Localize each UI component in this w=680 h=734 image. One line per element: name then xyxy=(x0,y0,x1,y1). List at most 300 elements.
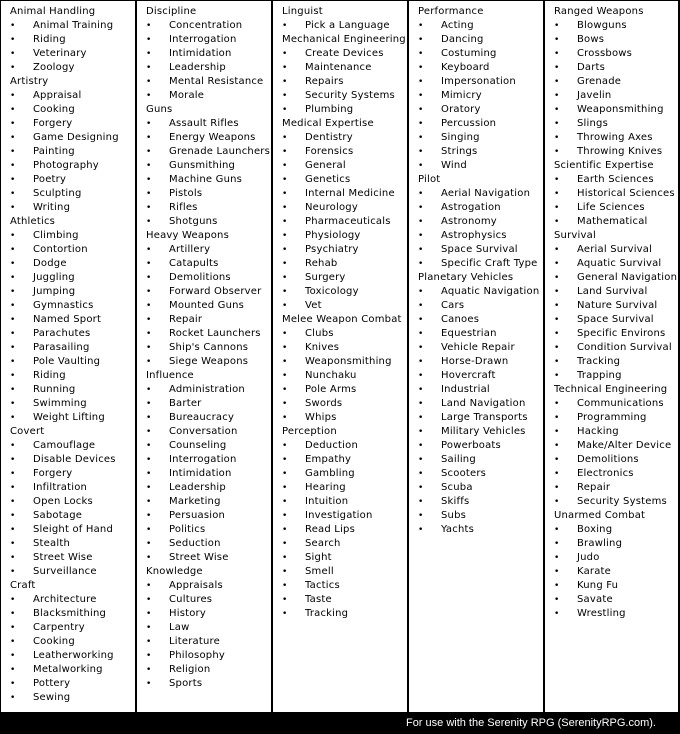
skill-name: Intuition xyxy=(305,496,349,507)
bullet-icon: • xyxy=(418,189,424,199)
bullet-icon: • xyxy=(10,21,16,31)
bullet-icon: • xyxy=(10,343,16,353)
skill-category-heading: Performance xyxy=(418,6,484,17)
bullet-icon: • xyxy=(10,203,16,213)
skill-category-heading: Medical Expertise xyxy=(282,118,374,129)
skill-name: Scuba xyxy=(441,482,473,493)
skill-list-item xyxy=(282,159,407,173)
skill-name: Astrophysics xyxy=(441,230,507,241)
bullet-icon: • xyxy=(10,287,16,297)
bullet-icon: • xyxy=(554,469,560,479)
skill-category-heading: Craft xyxy=(10,580,36,591)
skill-list-item xyxy=(282,173,407,187)
skill-list-item xyxy=(554,355,678,369)
skill-name: Gambling xyxy=(305,468,355,479)
skill-name: Sports xyxy=(169,678,203,689)
bullet-icon: • xyxy=(554,329,560,339)
skill-name: Cars xyxy=(441,300,465,311)
skill-category-heading: Artistry xyxy=(10,76,49,87)
skill-list-item xyxy=(282,187,407,201)
skill-name: Poetry xyxy=(33,174,67,185)
bullet-icon: • xyxy=(146,553,152,563)
skill-name: Persuasion xyxy=(169,510,226,521)
skill-list-item xyxy=(10,411,135,425)
skill-name: Vet xyxy=(305,300,322,311)
skill-list-item xyxy=(10,173,135,187)
bullet-icon: • xyxy=(146,217,152,227)
skill-name: Costuming xyxy=(441,48,497,59)
skill-list-item xyxy=(554,467,678,481)
bullet-icon: • xyxy=(282,511,288,521)
skill-list-item xyxy=(10,229,135,243)
skill-list-item xyxy=(554,425,678,439)
skill-name: Leadership xyxy=(169,62,226,73)
bullet-icon: • xyxy=(418,301,424,311)
skill-list-item xyxy=(554,439,678,453)
skill-name: Game Designing xyxy=(33,132,119,143)
bullet-icon: • xyxy=(10,483,16,493)
bullet-icon: • xyxy=(554,287,560,297)
skill-list-item xyxy=(418,509,543,523)
bullet-icon: • xyxy=(418,63,424,73)
bullet-icon: • xyxy=(146,609,152,619)
bullet-icon: • xyxy=(282,581,288,591)
skill-list-item xyxy=(282,593,407,607)
skill-list-item xyxy=(554,453,678,467)
bullet-icon: • xyxy=(282,469,288,479)
skill-list-item xyxy=(282,565,407,579)
skill-list-item xyxy=(282,537,407,551)
skill-list-item xyxy=(282,467,407,481)
bullet-icon: • xyxy=(554,21,560,31)
skill-name: Interrogation xyxy=(169,454,237,465)
skill-list-item xyxy=(10,621,135,635)
bullet-icon: • xyxy=(146,497,152,507)
skill-name: Industrial xyxy=(441,384,490,395)
skill-name: Earth Sciences xyxy=(577,174,654,185)
footer-credit: For use with the Serenity RPG (SerenityRPG.com). xyxy=(0,712,680,734)
bullet-icon: • xyxy=(146,49,152,59)
skill-name: Intimidation xyxy=(169,48,232,59)
skill-list-item xyxy=(10,369,135,383)
bullet-icon: • xyxy=(282,77,288,87)
skill-list-item xyxy=(282,383,407,397)
skill-list-item xyxy=(146,411,271,425)
bullet-icon: • xyxy=(554,105,560,115)
skill-list-item xyxy=(554,257,678,271)
skill-list-item xyxy=(10,103,135,117)
bullet-icon: • xyxy=(418,399,424,409)
skill-name: Gunsmithing xyxy=(169,160,236,171)
skill-list-item xyxy=(418,33,543,47)
skill-name: Toxicology xyxy=(305,286,359,297)
skill-name: Internal Medicine xyxy=(305,188,395,199)
bullet-icon: • xyxy=(10,371,16,381)
skill-list-item xyxy=(554,299,678,313)
bullet-icon: • xyxy=(554,133,560,143)
skill-name: Writing xyxy=(33,202,71,213)
bullet-icon: • xyxy=(10,301,16,311)
skill-list-item xyxy=(146,89,271,103)
bullet-icon: • xyxy=(146,441,152,451)
bullet-icon: • xyxy=(10,315,16,325)
skill-name: Rifles xyxy=(169,202,198,213)
skill-list-item xyxy=(146,425,271,439)
bullet-icon: • xyxy=(282,595,288,605)
bullet-icon: • xyxy=(418,385,424,395)
skill-name: Counseling xyxy=(169,440,227,451)
skill-list-item xyxy=(10,117,135,131)
skill-list-item xyxy=(282,131,407,145)
skill-name: Condition Survival xyxy=(577,342,672,353)
bullet-icon: • xyxy=(282,231,288,241)
skill-list-item xyxy=(146,61,271,75)
bullet-icon: • xyxy=(146,287,152,297)
skill-list-item xyxy=(146,159,271,173)
bullet-icon: • xyxy=(10,511,16,521)
skill-list-item xyxy=(10,663,135,677)
skill-name: Hacking xyxy=(577,426,619,437)
skill-list-item xyxy=(418,145,543,159)
bullet-icon: • xyxy=(10,49,16,59)
skill-name: Communications xyxy=(577,398,664,409)
skill-name: Swimming xyxy=(33,398,87,409)
skill-list-item xyxy=(554,593,678,607)
bullet-icon: • xyxy=(282,259,288,269)
skill-list-item xyxy=(418,19,543,33)
skill-name: Parasailing xyxy=(33,342,90,353)
skill-name: Military Vehicles xyxy=(441,426,526,437)
bullet-icon: • xyxy=(282,329,288,339)
skill-name: Dancing xyxy=(441,34,484,45)
skill-list-item xyxy=(282,369,407,383)
skill-list-item xyxy=(418,313,543,327)
skill-name: Land Navigation xyxy=(441,398,526,409)
skill-name: Rocket Launchers xyxy=(169,328,261,339)
skill-list-item xyxy=(554,243,678,257)
skill-list-item xyxy=(282,215,407,229)
bullet-icon: • xyxy=(282,49,288,59)
skill-name: Repair xyxy=(169,314,203,325)
skill-name: Aerial Survival xyxy=(577,244,653,255)
bullet-icon: • xyxy=(282,455,288,465)
bullet-icon: • xyxy=(282,175,288,185)
skill-list-item xyxy=(10,145,135,159)
skill-list-item xyxy=(282,75,407,89)
skill-list-item xyxy=(554,173,678,187)
skill-name: Mental Resistance xyxy=(169,76,264,87)
skill-name: Demolitions xyxy=(577,454,639,465)
bullet-icon: • xyxy=(554,399,560,409)
skill-name: Philosophy xyxy=(169,650,225,661)
bullet-icon: • xyxy=(10,245,16,255)
skill-list-item xyxy=(282,271,407,285)
skill-name: Empathy xyxy=(305,454,352,465)
skill-list-item xyxy=(10,89,135,103)
bullet-icon: • xyxy=(146,637,152,647)
skill-name: Carpentry xyxy=(33,622,85,633)
bullet-icon: • xyxy=(10,441,16,451)
skill-name: Rehab xyxy=(305,258,338,269)
skill-list-item xyxy=(146,243,271,257)
skill-name: Powerboats xyxy=(441,440,501,451)
bullet-icon: • xyxy=(282,567,288,577)
skill-list-item xyxy=(554,271,678,285)
bullet-icon: • xyxy=(282,525,288,535)
bullet-icon: • xyxy=(10,35,16,45)
skill-name: Catapults xyxy=(169,258,219,269)
bullet-icon: • xyxy=(146,133,152,143)
bullet-icon: • xyxy=(282,203,288,213)
skill-name: Genetics xyxy=(305,174,351,185)
skill-list-item xyxy=(146,299,271,313)
bullet-icon: • xyxy=(146,581,152,591)
bullet-icon: • xyxy=(554,525,560,535)
skill-list-item xyxy=(10,481,135,495)
skill-name: Jumping xyxy=(33,286,76,297)
skill-name: Oratory xyxy=(441,104,481,115)
skill-list-item xyxy=(554,579,678,593)
skill-list-item xyxy=(282,145,407,159)
skill-name: Veterinary xyxy=(33,48,87,59)
skill-name: Skiffs xyxy=(441,496,470,507)
bullet-icon: • xyxy=(554,441,560,451)
skill-category-heading: Covert xyxy=(10,426,45,437)
skill-list-item xyxy=(10,131,135,145)
bullet-icon: • xyxy=(418,259,424,269)
skill-name: Wrestling xyxy=(577,608,626,619)
skill-name: Cooking xyxy=(33,104,75,115)
skill-column xyxy=(273,1,407,712)
bullet-icon: • xyxy=(146,273,152,283)
skill-list-item xyxy=(282,327,407,341)
skill-name: Throwing Knives xyxy=(577,146,663,157)
bullet-icon: • xyxy=(10,63,16,73)
bullet-icon: • xyxy=(554,77,560,87)
skill-name: Pick a Language xyxy=(305,20,390,31)
bullet-icon: • xyxy=(282,399,288,409)
skill-list-item xyxy=(282,19,407,33)
skill-list-item xyxy=(554,537,678,551)
bullet-icon: • xyxy=(418,91,424,101)
bullet-icon: • xyxy=(146,301,152,311)
skill-list-item xyxy=(10,243,135,257)
skill-name: Disable Devices xyxy=(33,454,116,465)
bullet-icon: • xyxy=(146,539,152,549)
skill-name: Mathematical xyxy=(577,216,648,227)
bullet-icon: • xyxy=(146,665,152,675)
skill-name: Named Sport xyxy=(33,314,102,325)
skill-name: Savate xyxy=(577,594,613,605)
skill-name: Swords xyxy=(305,398,343,409)
skill-name: Infiltration xyxy=(33,482,88,493)
skill-name: Vehicle Repair xyxy=(441,342,515,353)
skill-list-item xyxy=(10,537,135,551)
skill-name: Pole Vaulting xyxy=(33,356,101,367)
skill-list-item xyxy=(282,201,407,215)
skill-name: Tracking xyxy=(305,608,349,619)
skill-list-item xyxy=(418,75,543,89)
bullet-icon: • xyxy=(146,315,152,325)
bullet-icon: • xyxy=(418,231,424,241)
skill-list-item xyxy=(10,495,135,509)
skill-list-item xyxy=(554,495,678,509)
skill-list-item xyxy=(10,691,135,705)
skill-name: Surgery xyxy=(305,272,346,283)
skill-name: Mounted Guns xyxy=(169,300,245,311)
skill-name: Architecture xyxy=(33,594,97,605)
bullet-icon: • xyxy=(418,203,424,213)
skill-name: Forward Observer xyxy=(169,286,262,297)
bullet-icon: • xyxy=(146,91,152,101)
skill-category-heading: Scientific Expertise xyxy=(554,160,654,171)
skill-list-item xyxy=(146,663,271,677)
skill-name: Pharmaceuticals xyxy=(305,216,391,227)
bullet-icon: • xyxy=(418,105,424,115)
skill-list-item xyxy=(146,47,271,61)
skill-list-item xyxy=(418,201,543,215)
bullet-icon: • xyxy=(10,189,16,199)
bullet-icon: • xyxy=(146,119,152,129)
skill-list-item xyxy=(418,495,543,509)
bullet-icon: • xyxy=(282,273,288,283)
skill-list-item xyxy=(418,327,543,341)
skill-name: Grenade xyxy=(577,76,622,87)
skill-list-item xyxy=(10,453,135,467)
skill-name: Knives xyxy=(305,342,340,353)
skill-list-item xyxy=(554,103,678,117)
skill-list-item xyxy=(146,635,271,649)
bullet-icon: • xyxy=(282,343,288,353)
bullet-icon: • xyxy=(146,469,152,479)
bullet-icon: • xyxy=(554,581,560,591)
skill-list-item xyxy=(146,313,271,327)
skill-list-item xyxy=(418,425,543,439)
bullet-icon: • xyxy=(282,287,288,297)
skill-name: Kung Fu xyxy=(577,580,619,591)
skill-category-heading: Ranged Weapons xyxy=(554,6,644,17)
skill-list-item xyxy=(146,495,271,509)
bullet-icon: • xyxy=(10,91,16,101)
skill-list-item xyxy=(554,327,678,341)
skill-list-item xyxy=(282,47,407,61)
skill-list-item xyxy=(10,607,135,621)
skill-name: Machine Guns xyxy=(169,174,243,185)
skill-name: Politics xyxy=(169,524,206,535)
skill-name: Metalworking xyxy=(33,664,103,675)
skill-column xyxy=(1,1,135,712)
bullet-icon: • xyxy=(10,539,16,549)
skill-name: Forgery xyxy=(33,468,73,479)
skill-list-item xyxy=(10,565,135,579)
skill-list-item xyxy=(282,551,407,565)
skill-list-item xyxy=(554,341,678,355)
skill-name: Life Sciences xyxy=(577,202,645,213)
bullet-icon: • xyxy=(146,245,152,255)
skill-list-item xyxy=(554,411,678,425)
bullet-icon: • xyxy=(418,161,424,171)
bullet-icon: • xyxy=(10,637,16,647)
skill-list-item xyxy=(282,411,407,425)
skill-list-item xyxy=(282,89,407,103)
skill-category-heading: Knowledge xyxy=(146,566,203,577)
skill-name: Pistols xyxy=(169,188,203,199)
bullet-icon: • xyxy=(146,511,152,521)
skill-list-item xyxy=(10,201,135,215)
bullet-icon: • xyxy=(146,77,152,87)
skill-name: Grenade Launchers xyxy=(169,146,271,157)
skill-name: Demolitions xyxy=(169,272,231,283)
bullet-icon: • xyxy=(554,343,560,353)
skill-list-item xyxy=(418,103,543,117)
skill-list-item xyxy=(10,257,135,271)
bullet-icon: • xyxy=(146,595,152,605)
skill-list-item xyxy=(146,551,271,565)
bullet-icon: • xyxy=(282,357,288,367)
skill-list-item xyxy=(10,285,135,299)
skill-category-heading: Pilot xyxy=(418,174,441,185)
bullet-icon: • xyxy=(146,679,152,689)
skill-list-item xyxy=(146,467,271,481)
bullet-icon: • xyxy=(418,413,424,423)
skill-name: Running xyxy=(33,384,76,395)
bullet-icon: • xyxy=(282,245,288,255)
skill-list-item xyxy=(10,397,135,411)
skill-category-heading: Survival xyxy=(554,230,596,241)
bullet-icon: • xyxy=(146,455,152,465)
skill-name: Bureaucracy xyxy=(169,412,235,423)
skill-category-heading: Planetary Vehicles xyxy=(418,272,514,283)
skill-name: Morale xyxy=(169,90,205,101)
skill-name: Canoes xyxy=(441,314,480,325)
skill-list-item xyxy=(418,131,543,145)
skill-name: Acting xyxy=(441,20,474,31)
bullet-icon: • xyxy=(554,189,560,199)
skill-list-item xyxy=(10,299,135,313)
skill-list-item xyxy=(554,117,678,131)
skill-list-item xyxy=(282,103,407,117)
skill-name: Electronics xyxy=(577,468,634,479)
bullet-icon: • xyxy=(554,245,560,255)
skill-list-item xyxy=(146,355,271,369)
bullet-icon: • xyxy=(418,217,424,227)
bullet-icon: • xyxy=(146,483,152,493)
skill-name: Equestrian xyxy=(441,328,497,339)
skill-name: Specific Environs xyxy=(577,328,666,339)
skill-name: Animal Training xyxy=(33,20,114,31)
skill-name: Gymnastics xyxy=(33,300,94,311)
bullet-icon: • xyxy=(10,553,16,563)
skill-list-item xyxy=(146,481,271,495)
bullet-icon: • xyxy=(554,371,560,381)
skill-columns xyxy=(1,1,678,712)
skill-name: Concentration xyxy=(169,20,243,31)
skill-list-item xyxy=(10,635,135,649)
skill-name: Dodge xyxy=(33,258,67,269)
skill-list-item xyxy=(10,313,135,327)
bullet-icon: • xyxy=(146,161,152,171)
skill-name: Tactics xyxy=(305,580,340,591)
skill-category-heading: Influence xyxy=(146,370,194,381)
skill-name: Cooking xyxy=(33,636,75,647)
skill-list-item xyxy=(418,61,543,75)
skill-list-item xyxy=(554,75,678,89)
skill-name: Subs xyxy=(441,510,467,521)
skill-list-item xyxy=(146,131,271,145)
skill-name: Street Wise xyxy=(33,552,93,563)
bullet-icon: • xyxy=(146,203,152,213)
skill-name: Forensics xyxy=(305,146,354,157)
